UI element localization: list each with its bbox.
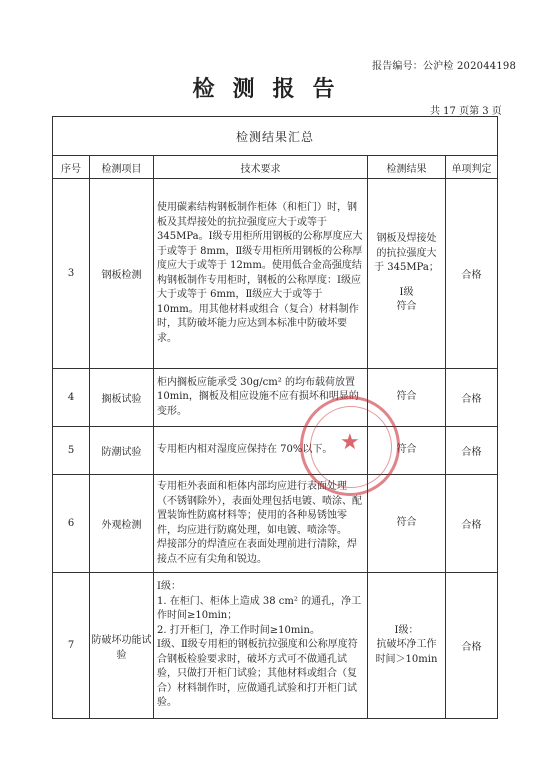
result-line: 符合	[396, 301, 417, 313]
stamp-star-icon: ★	[340, 430, 360, 455]
results-table	[52, 116, 498, 719]
row-number: 4	[53, 369, 90, 427]
row-requirement	[154, 573, 368, 719]
row-item: 防潮试验	[90, 427, 154, 475]
table-row	[53, 427, 498, 475]
requirement-line: 1. 在柜门、柜体上造成 38 cm² 的通孔，净工作时间≥10min；	[157, 595, 362, 622]
result-line: 钢板及焊接处	[376, 233, 437, 245]
requirement-line: 使用碳素结构钢板制作柜体（和柜门）时，钢板及其焊接处的抗拉强度应大于或等于345MPa。Ⅰ级专用柜所用钢板的公称厚度应大于或等于 8mm，Ⅱ级专用柜所用钢板的公称厚度应大于或等于 12mm。使用低合金高强度结构钢板制作专用柜时，钢板的公称厚度：Ⅰ级应大于或等于 6mm，Ⅱ级应大于或等于 10mm。用其他材料或组合（复合）材料制作时，其防破坏能力应达到本标准中防破坏要求。	[157, 202, 363, 344]
report-number: 报告编号：公沪检 202044198	[372, 61, 517, 72]
row-result	[368, 369, 446, 427]
row-judgement: 合格	[446, 179, 498, 369]
row-item: 搁板试验	[90, 369, 154, 427]
row-result	[368, 427, 446, 475]
requirement-line: 焊接部分的焊渣应在表面处理前进行清除，焊接点不应有尖角和锐边。	[157, 539, 357, 565]
report-title: 检测报告	[192, 76, 353, 102]
table-row	[53, 369, 498, 427]
result-line: 符合	[396, 391, 417, 403]
requirement-line: 专用柜内相对湿度应保持在 70%以下。	[157, 444, 333, 456]
col-header-no: 序号	[53, 156, 90, 179]
row-item: 防破坏功能试验	[90, 573, 154, 719]
col-header-requirement: 技术要求	[154, 156, 368, 179]
row-item: 外观检测	[90, 475, 154, 573]
requirement-line: 2. 打开柜门，净工作时间≥10min。	[157, 624, 320, 636]
row-result	[368, 179, 446, 369]
table-row	[53, 573, 498, 719]
col-header-judgement: 单项判定	[446, 156, 498, 179]
row-judgement: 合格	[446, 573, 498, 719]
page-info: 共 17 页第 3 页	[430, 106, 502, 117]
requirement-line: 专用柜外表面和柜体内部均应进行表面处理（不锈钢除外），表面处理包括电镀、喷涂、配置装饰性防腐材料等；使用的各种易锈蚀零件，均应进行防腐处理，如电镀、喷涂等。	[157, 481, 362, 536]
row-number: 7	[53, 573, 90, 719]
col-header-result: 检测结果	[368, 156, 446, 179]
summary-title: 检测结果汇总	[53, 117, 498, 156]
row-number: 6	[53, 475, 90, 573]
result-line	[371, 276, 442, 286]
requirement-line: Ⅰ级、Ⅱ级专用柜的钢板抗拉强度和公称厚度符合钢板检验要求时，破坏方式可不做通孔试验，只做打开柜门试验；其他材料或组合（复合）材料制作时，应做通孔试验和打开柜门试验。	[157, 639, 358, 709]
requirement-line: Ⅰ级：	[157, 581, 181, 593]
result-line: Ⅰ级	[399, 286, 414, 298]
table-header-row	[53, 156, 498, 179]
table-row	[53, 475, 498, 573]
row-requirement	[154, 369, 368, 427]
result-line: 符合	[396, 444, 417, 456]
result-line: 于 345MPa；	[374, 262, 439, 274]
table-row	[53, 179, 498, 369]
col-header-item: 检测项目	[90, 156, 154, 179]
row-requirement	[154, 427, 368, 475]
row-judgement: 合格	[446, 369, 498, 427]
result-line: 符合	[396, 517, 417, 529]
row-result	[368, 475, 446, 573]
row-item: 钢板检测	[90, 179, 154, 369]
row-judgement: 合格	[446, 427, 498, 475]
row-number: 3	[53, 179, 90, 369]
requirement-line: 柜内搁板应能承受 30g/cm² 的均布载荷放置 10min，搁板及相应设施不应有损坏和明显的变形。	[157, 376, 359, 417]
result-line: 抗破坏净工作	[376, 639, 437, 651]
row-requirement	[154, 475, 368, 573]
row-requirement	[154, 179, 368, 369]
result-line: 的抗拉强度大	[376, 247, 437, 259]
row-number: 5	[53, 427, 90, 475]
result-line: Ⅰ级：	[394, 624, 419, 636]
result-line: 时间＞10min	[375, 653, 438, 665]
row-result	[368, 573, 446, 719]
row-judgement: 合格	[446, 475, 498, 573]
